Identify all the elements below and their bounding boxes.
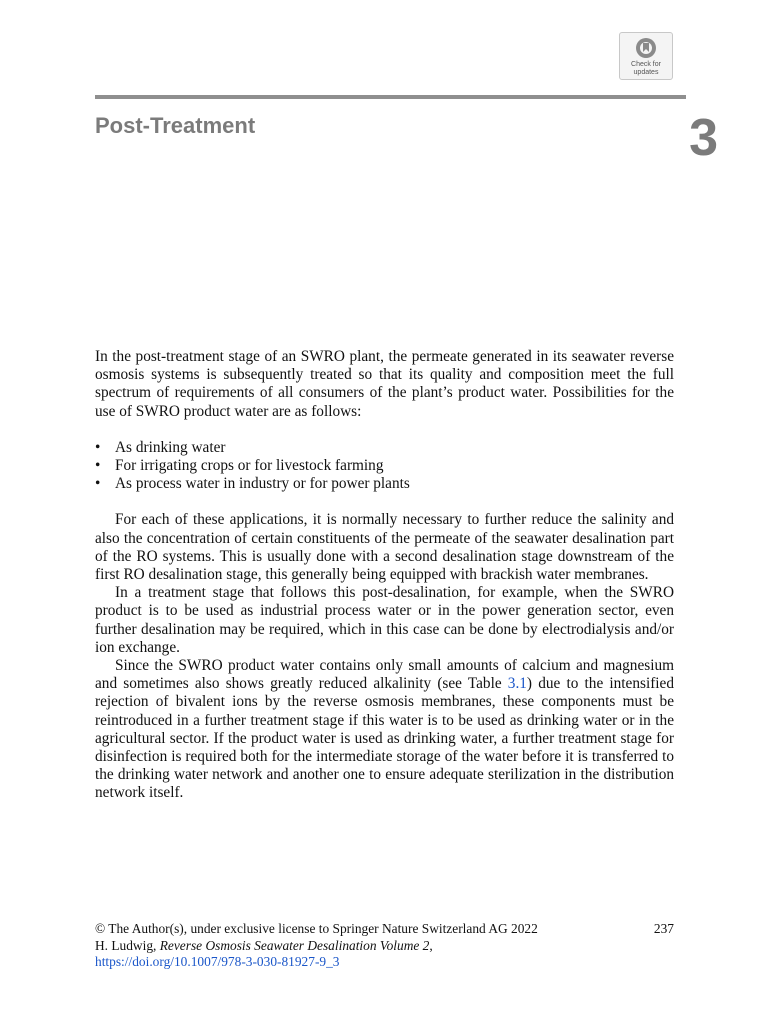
list-item-text: For irrigating crops or for livestock farming <box>115 457 384 475</box>
citation-punctuation: , <box>429 937 433 953</box>
badge-label-line2: updates <box>633 68 659 76</box>
check-for-updates-badge[interactable] <box>619 32 673 80</box>
paragraph-text: Since the SWRO product water contains only small amounts of calcium and magnesium and sometimes also shows greatly reduced alkalinity (see Table <box>95 657 674 693</box>
book-title: Reverse Osmosis Seawater Desalination Volume 2 <box>159 937 430 953</box>
intro-paragraph: In the post-treatment stage of an SWRO plant, the permeate generated in its seawater reverse osmosis systems is subsequently treated so that its quality and composition meet the full spectrum of requirements of all consumers of the plant’s product water. Possibilities for the use of SWRO product water are as follows: <box>95 348 674 420</box>
main-text <box>95 348 674 803</box>
badge-label-line1: Check for <box>631 61 661 68</box>
author-name: H. Ludwig, <box>95 937 160 953</box>
page-footer <box>95 921 674 971</box>
bullet-marker: • <box>95 438 101 456</box>
doi-link[interactable]: https://doi.org/10.1007/978-3-030-81927-9_3 <box>95 954 340 969</box>
bullet-marker: • <box>95 457 101 475</box>
citation-line <box>95 938 674 955</box>
body-paragraph: In a treatment stage that follows this post-desalination, for example, when the SWRO product is to be used as industrial process water or in the power generation sector, even further desalination may be required, which in this case can be done by electrodialysis and/or ion exchange. <box>95 584 674 656</box>
chapter-title: Post-Treatment <box>95 113 256 138</box>
body-paragraph <box>95 657 674 803</box>
table-reference-link[interactable]: 3.1 <box>507 675 527 693</box>
bullet-marker: • <box>95 475 101 493</box>
chapter-rule <box>95 95 686 99</box>
list-item <box>95 439 674 457</box>
list-item <box>95 475 674 493</box>
list-item <box>95 457 674 475</box>
check-updates-icon <box>633 37 659 61</box>
list-item-text: As drinking water <box>115 438 226 456</box>
usage-list <box>95 439 674 494</box>
page-number: 237 <box>653 921 674 936</box>
chapter-number: 3 <box>689 109 718 167</box>
copyright-line: © The Author(s), under exclusive license to Springer Nature Switzerland AG 2022 <box>95 921 538 936</box>
body-paragraph: For each of these applications, it is normally necessary to further reduce the salinity and also the concentration of certain constituents of the permeate of the seawater desalination part of the RO systems. This is usually done with a second desalination stage downstream of the first RO desalination stage, this generally being equipped with brackish water membranes. <box>95 511 674 584</box>
paragraph-text: ) due to the intensified rejection of bivalent ions by the reverse osmosis membranes, these components must be reintroduced in a further treatment stage if this water is to be used as drinking water or in the agricultural sector. If the product water is used as drinking water, a further treatment stage for disinfection is required both for the intermediate storage of the water before it is transferred to the drinking water network and another one to ensure adequate sterilization in the distribution network itself. <box>95 675 674 802</box>
list-item-text: As process water in industry or for power plants <box>115 475 410 493</box>
